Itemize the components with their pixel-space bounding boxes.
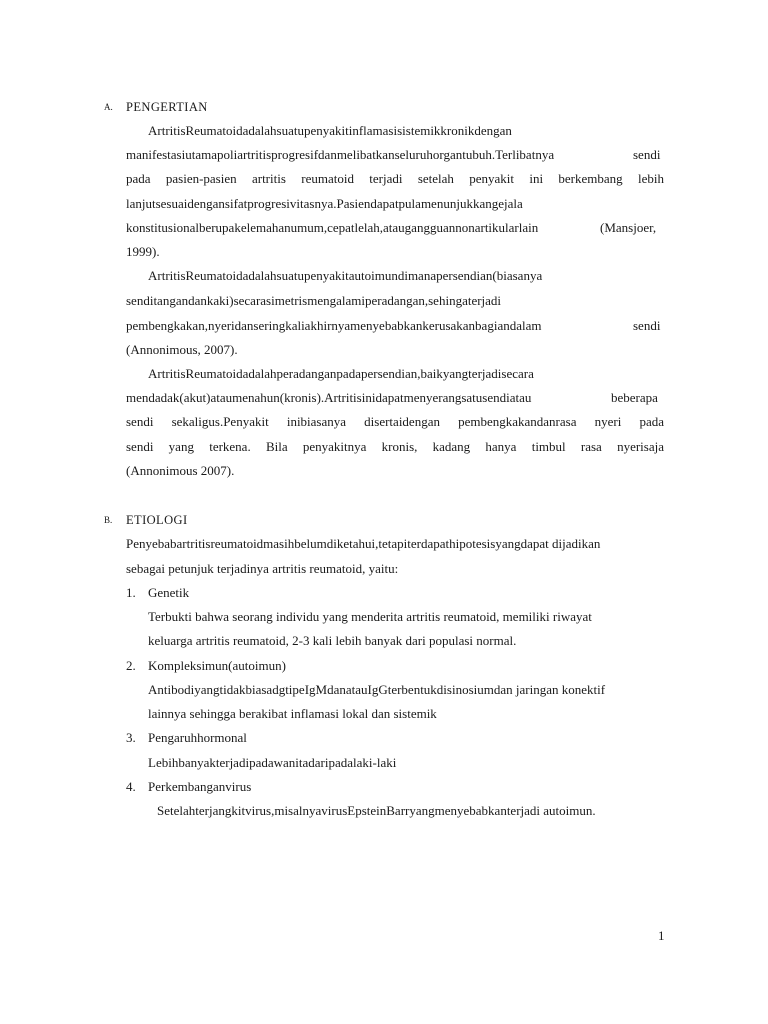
paragraph-line: (Annonimous 2007). bbox=[126, 463, 235, 478]
paragraph-line: sendi bbox=[633, 147, 661, 162]
section-b-marker: B. bbox=[104, 515, 113, 525]
paragraph-line: ArtritisReumatoidadalahsuatupenyakitautoimundimanapersendian(biasanya bbox=[148, 268, 543, 283]
section-b-heading: ETIOLOGI bbox=[126, 513, 188, 527]
paragraph-line: ArtritisReumatoidadalahperadanganpadapersendian,baikyangterjadisecara bbox=[148, 366, 534, 381]
paragraph-line: konstitusionalberupakelemahanumum,cepatlelah,ataugangguannonartikularlain bbox=[126, 220, 539, 235]
paragraph-line: beberapa bbox=[611, 390, 658, 405]
list-item-title: Genetik bbox=[148, 585, 190, 600]
list-item-number: 4. bbox=[126, 779, 136, 794]
list-item-title: Pengaruhhormonal bbox=[148, 730, 247, 745]
paragraph-line: sebagai petunjuk terjadinya artritis reumatoid, yaitu: bbox=[126, 561, 399, 576]
paragraph-line: (Mansjoer, bbox=[600, 220, 657, 235]
list-item-text: lainnya sehingga berakibat inflamasi lokal dan sistemik bbox=[148, 706, 437, 721]
section-a-heading: PENGERTIAN bbox=[126, 100, 208, 114]
list-item-text: AntibodiyangtidakbiasadgtipeIgMdanatauIgGterbentukdisinosiumdan jaringan konektif bbox=[148, 682, 606, 697]
list-item-title: Kompleksimun(autoimun) bbox=[148, 658, 286, 673]
paragraph-line: pembengkakan,nyeridanseringkaliakhirnyamenyebabkankerusakanbagiandalam bbox=[126, 318, 542, 333]
paragraph-line: ArtritisReumatoidadalahsuatupenyakitinflamasisistemikkronikdengan bbox=[148, 123, 512, 138]
list-item-text: Terbukti bahwa seorang individu yang menderita artritis reumatoid, memiliki riwayat bbox=[148, 609, 592, 624]
list-item-title: Perkembanganvirus bbox=[148, 779, 252, 794]
paragraph-line: 1999). bbox=[126, 244, 160, 259]
paragraph-line: Penyebabartritisreumatoidmasihbelumdiketahui,tetapiterdapathipotesisyangdapat dijadikan bbox=[126, 536, 601, 551]
paragraph-line: pada pasien-pasien artritis reumatoid terjadi setelah penyakit ini berkembang lebih bbox=[126, 171, 664, 186]
list-item-text: Lebihbanyakterjadipadawanitadaripadalaki-laki bbox=[148, 755, 397, 770]
page-number: 1 bbox=[658, 928, 665, 943]
list-item-number: 2. bbox=[126, 658, 136, 673]
paragraph-line: (Annonimous, 2007). bbox=[126, 342, 238, 357]
paragraph-line: sendi bbox=[633, 318, 661, 333]
list-item-number: 3. bbox=[126, 730, 136, 745]
section-a-marker: A. bbox=[104, 102, 113, 112]
paragraph-line: sendi sekaligus.Penyakit inibiasanya disertaidengan pembengkakandanrasa nyeri pada bbox=[126, 414, 664, 429]
list-item-text: keluarga artritis reumatoid, 2-3 kali lebih banyak dari populasi normal. bbox=[148, 633, 517, 648]
list-item-number: 1. bbox=[126, 585, 136, 600]
paragraph-line: mendadak(akut)ataumenahun(kronis).Artritisinidapatmenyerangsatusendiatau bbox=[126, 390, 532, 405]
paragraph-line: senditangandankaki)secarasimetrismengalamiperadangan,sehingaterjadi bbox=[126, 293, 502, 308]
paragraph-line: manifestasiutamapoliartritisprogresifdanmelibatkanseluruhorgantubuh.Terlibatnya bbox=[126, 147, 555, 162]
paragraph-line: sendi yang terkena. Bila penyakitnya kronis, kadang hanya timbul rasa nyerisaja bbox=[126, 439, 664, 454]
paragraph-line: lanjutsesuaidengansifatprogresivitasnya.Pasiendapatpulamenunjukkangejala bbox=[126, 196, 523, 211]
list-item-text: Setelahterjangkitvirus,misalnyavirusEpsteinBarryangmenyebabkanterjadi autoimun. bbox=[157, 803, 596, 818]
